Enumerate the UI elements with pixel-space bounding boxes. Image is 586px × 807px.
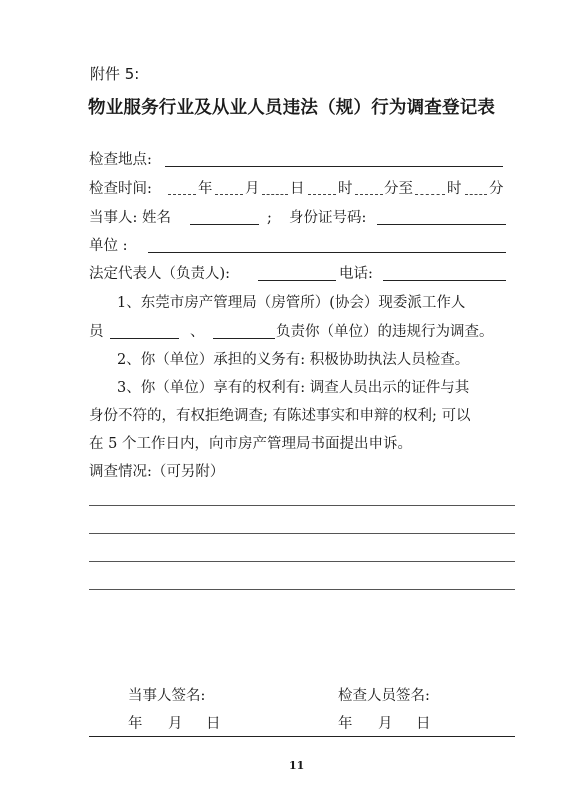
page-number: 11	[289, 759, 305, 772]
party-date-day: 日	[206, 716, 221, 732]
party-signature-label: 当事人签名:	[128, 688, 206, 704]
situation-line[interactable]	[89, 561, 515, 562]
notice-paragraph-2: 2、你（单位）承担的义务有: 积极协助执法人员检查。	[117, 352, 470, 368]
hour-end-unit: 时	[447, 181, 462, 197]
year-unit: 年	[198, 181, 213, 197]
notice-paragraph-1-end: 负责你（单位）的违规行为调查。	[276, 324, 494, 340]
bottom-rule	[89, 736, 515, 737]
situation-line[interactable]	[89, 533, 515, 534]
party-date-month: 月	[168, 716, 183, 732]
inspector-signature-label: 检查人员签名:	[338, 688, 430, 704]
unit-label: 单位 :	[89, 238, 128, 254]
hour-end-field[interactable]	[415, 194, 445, 195]
unit-field[interactable]	[148, 252, 506, 253]
minute-end-field[interactable]	[465, 194, 487, 195]
staff-name-field-2[interactable]	[213, 338, 275, 339]
notice-paragraph-3-line2: 身份不符的，有权拒绝调查; 有陈述事实和申辩的权利; 可以	[89, 408, 471, 424]
party-date-year: 年	[128, 716, 143, 732]
minute-end-unit: 分	[489, 181, 504, 197]
representative-field[interactable]	[258, 280, 336, 281]
annex-label: 附件 5:	[90, 65, 140, 83]
notice-paragraph-1: 1、东莞市房产管理局（房管所）(协会）现委派工作人	[117, 295, 466, 311]
form-title: 物业服务行业及从业人员违法（规）行为调查登记表	[88, 98, 496, 118]
minute-start-field[interactable]	[355, 194, 383, 195]
phone-label: 电话:	[339, 266, 373, 282]
phone-field[interactable]	[383, 280, 506, 281]
inspector-date-month: 月	[378, 716, 393, 732]
day-unit: 日	[290, 181, 305, 197]
notice-paragraph-1-start: 员	[89, 324, 104, 340]
staff-name-field-1[interactable]	[110, 338, 179, 339]
hour-unit: 时	[338, 181, 353, 197]
time-label: 检查时间:	[89, 181, 152, 197]
month-unit: 月	[245, 181, 260, 197]
id-number-field[interactable]	[377, 224, 506, 225]
notice-paragraph-3-line3: 在 5 个工作日内，向市房产管理局书面提出申诉。	[89, 436, 412, 452]
notice-separator: 、	[190, 324, 205, 340]
hour-start-field[interactable]	[308, 194, 336, 195]
representative-label: 法定代表人（负责人):	[89, 266, 231, 282]
inspector-date-day: 日	[416, 716, 431, 732]
party-name-label: 当事人: 姓名	[89, 210, 171, 226]
situation-label: 调查情况:（可另附）	[89, 464, 225, 480]
location-label: 检查地点:	[89, 152, 152, 168]
day-field[interactable]	[262, 194, 288, 195]
id-number-label: 身份证号码:	[289, 210, 367, 226]
notice-paragraph-3: 3、你（单位）享有的权利有: 调查人员出示的证件与其	[117, 380, 470, 396]
situation-line[interactable]	[89, 505, 515, 506]
year-field[interactable]	[168, 194, 196, 195]
month-field[interactable]	[215, 194, 243, 195]
location-field[interactable]	[165, 166, 503, 167]
inspector-date-year: 年	[338, 716, 353, 732]
separator: ;	[267, 210, 272, 226]
minute-to-unit: 分至	[384, 181, 413, 197]
situation-line[interactable]	[89, 589, 515, 590]
party-name-field[interactable]	[190, 224, 259, 225]
